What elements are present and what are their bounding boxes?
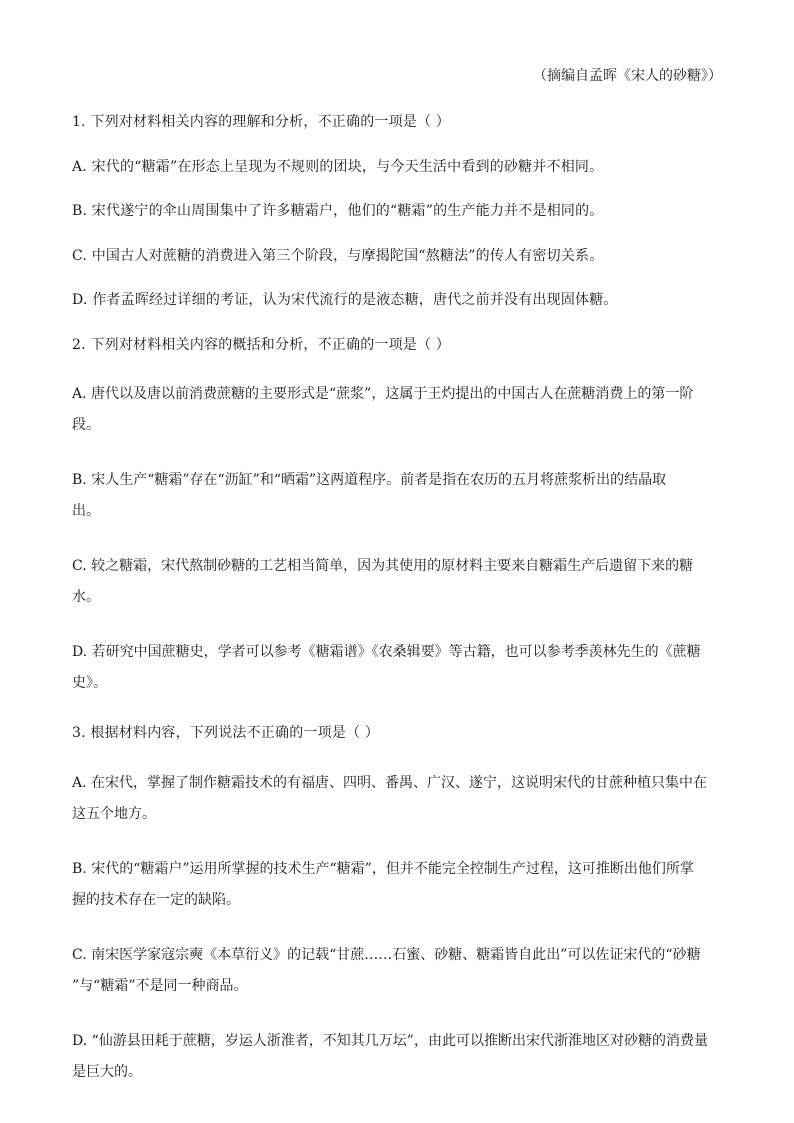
option-line: 水。 (72, 589, 100, 605)
option-block (72, 637, 722, 699)
option-line: ”与“糖霜”不是同一种商品。 (72, 977, 248, 994)
question-stem: 1. 下列对材料相关内容的理解和分析，不正确的一项是（ ） (72, 114, 451, 130)
option-line: 是巨大的。 (72, 1063, 142, 1080)
option-line: A. 唐代以及唐以前消费蔗糖的主要形式是“蔗浆”，这属于王灼提出的中国古人在蔗糖消费上的第一阶 (72, 386, 694, 402)
option-text: A. 宋代的“糖霜”在形态上呈现为不规则的团块，与今天生活中看到的砂糖并不相同。 (72, 158, 604, 175)
option-text: D. 作者孟晖经过详细的考证，认为宋代流行的是液态糖，唐代之前并没有出现固体糖。 (72, 292, 618, 308)
option-line: B. 宋代的“糖霜户”运用所掌握的技术生产“糖霜”，但并不能完全控制生产过程，这可推断出他们所掌 (72, 860, 694, 877)
option-block (72, 379, 722, 441)
option-line: 史》。 (72, 675, 107, 691)
option-block (72, 940, 722, 1002)
option-line: 这五个地方。 (72, 805, 156, 822)
option-line: C. 较之糖霜，宋代熬制砂糖的工艺相当简单，因为其使用的原材料主要来自糖霜生产后遗留下来的糖 (72, 558, 694, 574)
option-line: D. “仙游县田耗于蔗糖，岁运人浙淮者，不知其几万坛”，由此可以推断出宋代浙淮地区对砂糖的消费量 (72, 1032, 708, 1049)
option-line: D. 若研究中国蔗糖史，学者可以参考《糖霜谱》《农桑辑要》等古籍，也可以参考季羡林先生的《蔗糖 (72, 644, 701, 660)
option-block (72, 1026, 722, 1088)
option-line: A. 在宋代，掌握了制作糖霜技术的有福唐、四明、番禺、广汉、遂宁，这说明宋代的甘蔗种植只集中在 (72, 774, 708, 791)
option-line: 出。 (72, 503, 100, 519)
option-block (72, 551, 722, 613)
question-stem: 2. 下列对材料相关内容的概括和分析，不正确的一项是（ ） (72, 336, 451, 353)
option-line: 握的技术存在一定的缺陷。 (72, 891, 240, 908)
option-line: 段。 (72, 417, 100, 433)
option-line: B. 宋人生产“糖霜”存在“沥缸”和“晒霜”这两道程序。前者是指在农历的五月将蔗浆析出的结晶取 (72, 472, 667, 488)
option-line: C. 南宋医学家寇宗奭《本草衍义》的记载“甘蔗……石蜜、砂糖、糖霜皆自此出”可以佐证宋代的“砂糖 (72, 946, 701, 963)
option-block (72, 465, 722, 527)
question-list (72, 112, 722, 1112)
option-block (72, 854, 722, 916)
question-stem: 3. 根据材料内容，下列说法不正确的一项是（ ） (72, 725, 380, 741)
option-text: C. 中国古人对蔗糖的消费进入第三个阶段，与摩揭陀国“熬糖法”的传人有密切关系。 (72, 247, 604, 264)
option-block (72, 768, 722, 830)
source-citation: （摘编自孟晖《宋人的砂糖》） (533, 68, 722, 84)
option-text: B. 宋代遂宁的伞山周围集中了许多糖霜户，他们的“糖霜”的生产能力并不是相同的。 (72, 203, 604, 219)
